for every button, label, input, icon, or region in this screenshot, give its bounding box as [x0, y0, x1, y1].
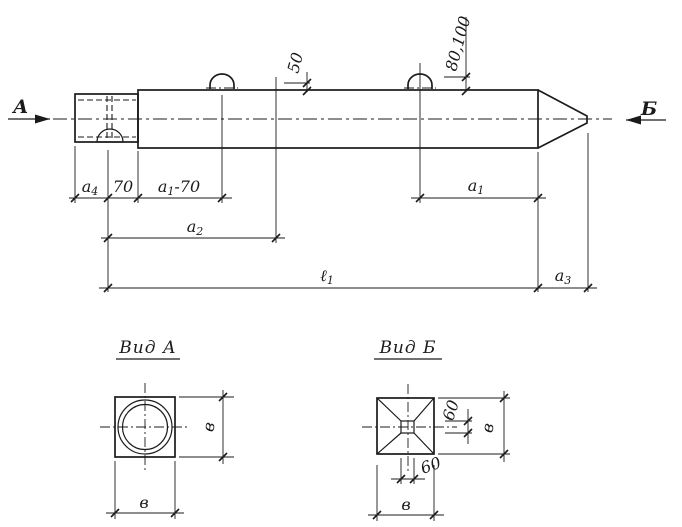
view-a-title: Вид А	[119, 338, 177, 358]
dim-50: 50	[283, 50, 308, 76]
dim-a2: а2	[186, 217, 204, 238]
loop-dim-ticks	[303, 73, 470, 95]
extension-lines	[75, 63, 588, 292]
dim-a1-minus-70: а1-70	[157, 177, 201, 198]
view-a-dim-width: в	[139, 493, 149, 512]
dim-l1: ℓ1	[320, 266, 334, 287]
section-label-b: Б	[641, 98, 658, 120]
view-b-title: Вид Б	[379, 338, 437, 358]
view-b-dim-core-width: 60	[417, 452, 444, 478]
section-label-a: А	[13, 96, 29, 118]
view-b-dim-height: в	[477, 421, 498, 435]
section-arrow-a-head	[35, 115, 50, 124]
view-b-dim-width: в	[401, 495, 411, 514]
dim-80-100: 80,100	[441, 14, 475, 74]
view-b-pyramid-edges	[377, 398, 434, 454]
dim-a1: а1	[467, 176, 485, 197]
view-a-dim-height: в	[198, 420, 219, 434]
dim-a4: а4	[81, 177, 99, 198]
lifting-loop-1	[210, 74, 234, 89]
weld-seam	[97, 129, 123, 142]
dim-70: 70	[112, 177, 134, 196]
view-b-dim-core-height: 60	[438, 397, 463, 423]
section-arrow-b-head	[626, 116, 641, 125]
dim-a3: а3	[554, 266, 572, 287]
